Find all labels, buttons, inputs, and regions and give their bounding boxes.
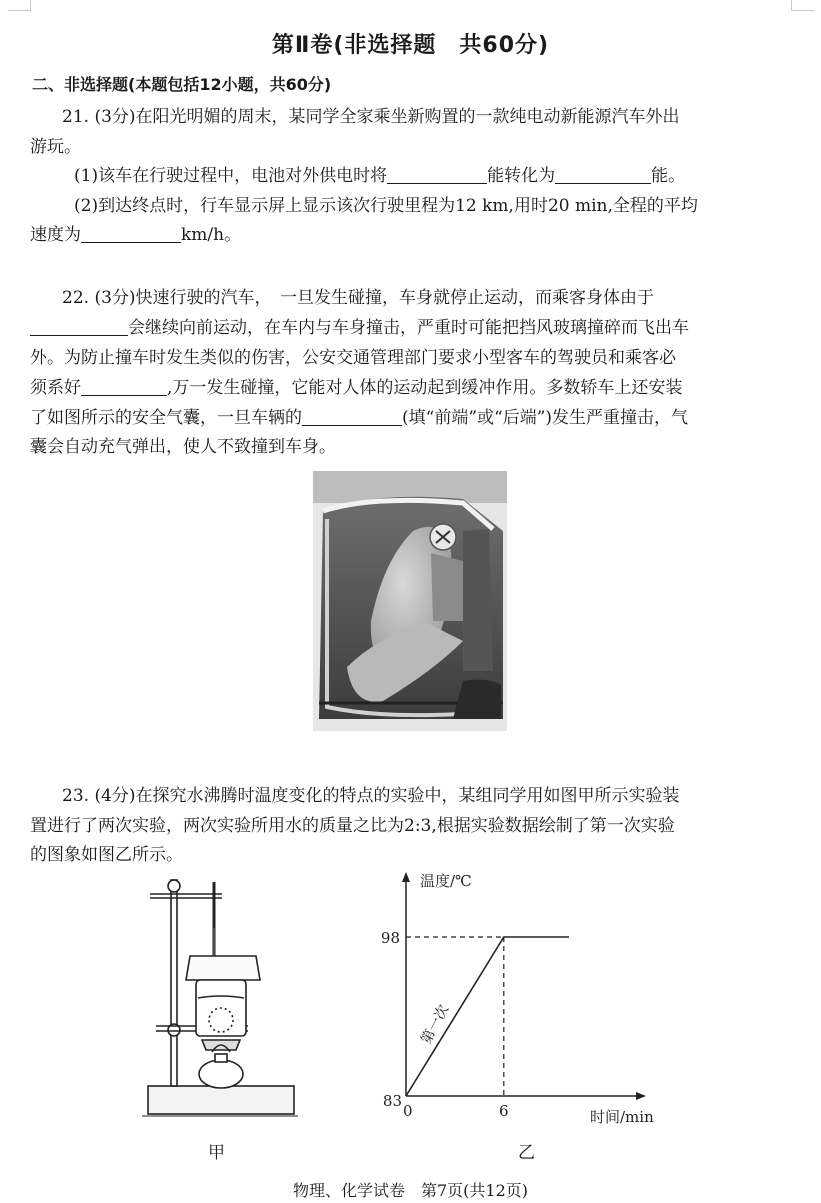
q22-line2	[30, 318, 689, 338]
q21-part2-cont	[30, 225, 241, 245]
temperature-time-chart	[368, 866, 678, 1142]
q21-p2-text-b: 速度为	[30, 225, 81, 245]
q22-line5-text-a: 了如图所示的安全气囊，一旦车辆的	[30, 408, 302, 428]
q22-line1: 22. (3分)快速行驶的汽车， 一旦发生碰撞，车身就停止运动，而乘客身体由于	[62, 288, 655, 308]
page-footer: 物理、化学试卷 第7页(共12页)	[292, 1181, 529, 1200]
q21-blank-3[interactable]	[81, 226, 181, 243]
q22-blank-3[interactable]	[302, 409, 402, 426]
q21-p1-text-a: (1)该车在行驶过程中，电池对外供电时将	[74, 166, 388, 186]
y-tick-label-98: 98	[380, 929, 400, 947]
y-axis-label: 温度/℃	[420, 872, 472, 890]
x-tick-label-6: 6	[499, 1102, 509, 1120]
q22-blank-1[interactable]	[30, 319, 128, 336]
q22-line6: 囊会自动充气弹出，使人不致撞到车身。	[30, 437, 336, 457]
airbag-photo	[313, 471, 507, 731]
figure-a-caption: 甲	[208, 1143, 225, 1163]
q22-blank-2[interactable]	[81, 379, 167, 396]
q22-line4-text-b: ,万一发生碰撞，它能对人体的运动起到缓冲作用。多数轿车上还安装	[167, 378, 683, 398]
crop-mark-left	[8, 0, 31, 11]
q23-line3: 的图象如图乙所示。	[30, 845, 183, 865]
q22-line5	[30, 408, 688, 428]
q22-line2-text: 会继续向前运动，在车内与车身撞击，严重时可能把挡风玻璃撞碎而飞出车	[128, 318, 689, 338]
q21-line2: 游玩。	[30, 137, 81, 157]
q22-line4-text-a: 须系好	[30, 378, 81, 398]
apparatus-figure	[140, 868, 300, 1130]
chart-axes	[402, 872, 646, 1100]
q22-line4	[30, 378, 682, 398]
q22-line3: 外。为防止撞车时发生类似的伤害，公安交通管理部门要求小型客车的驾驶员和乘客必	[30, 348, 676, 368]
x-axis-label: 时间/min	[590, 1108, 654, 1126]
q21-blank-2[interactable]	[555, 167, 651, 184]
x-origin-label: 0	[403, 1102, 413, 1120]
q22-line5-text-b: (填“前端”或“后端”)发生严重撞击，气	[402, 408, 689, 428]
q21-p1-text-c: 能。	[651, 166, 686, 186]
crop-mark-right	[791, 0, 814, 11]
q21-line1: 21. (3分)在阳光明媚的周末，某同学全家乘坐新购置的一款纯电动新能源汽车外出	[62, 107, 680, 127]
page-title: 第Ⅱ卷(非选择题 共60分)	[271, 33, 550, 58]
section-heading: 二、非选择题(本题包括12小题，共60分)	[32, 75, 332, 94]
y-axis-arrow	[402, 872, 410, 882]
y-tick-label-83: 83	[382, 1092, 402, 1110]
q21-p2-unit: km/h。	[181, 225, 242, 245]
q21-part1	[74, 166, 685, 186]
x-axis-arrow	[636, 1092, 646, 1100]
q21-blank-1[interactable]	[387, 167, 487, 184]
q23-line1: 23. (4分)在探究水沸腾时温度变化的特点的实验中，某组同学用如图甲所示实验装	[62, 786, 680, 806]
q23-line2: 置进行了两次实验，两次实验所用水的质量之比为2:3,根据实验数据绘制了第一次实验	[30, 816, 675, 836]
figure-b-caption: 乙	[518, 1143, 535, 1163]
q21-p1-text-b: 能转化为	[487, 166, 556, 186]
q21-part2: (2)到达终点时，行车显示屏上显示该次行驶里程为12 km,用时20 min,全程的平均	[74, 196, 698, 216]
series-label-first-run: 第一次	[418, 1002, 453, 1047]
